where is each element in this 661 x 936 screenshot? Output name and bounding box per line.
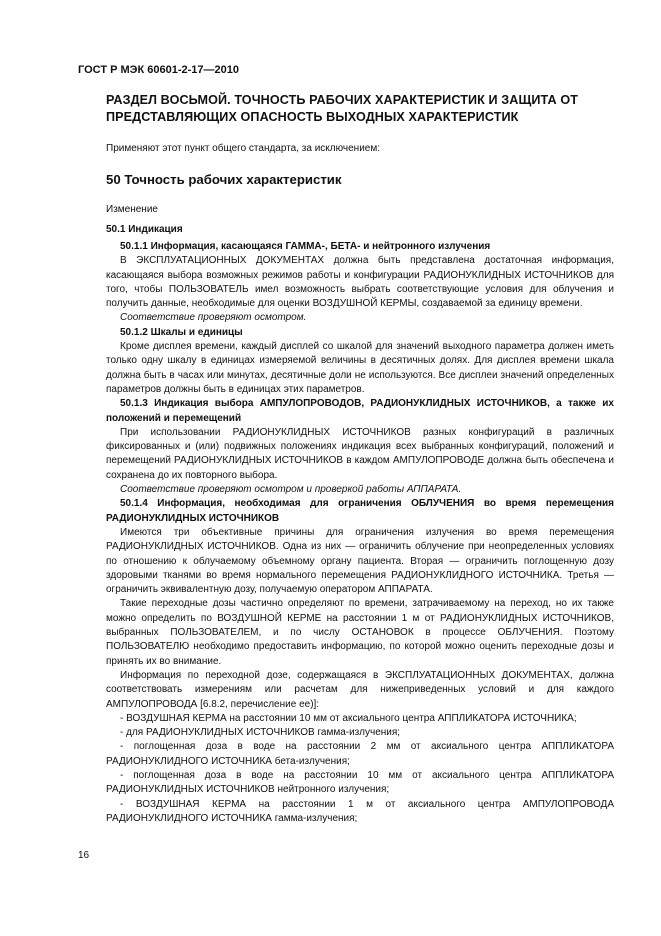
clause-50-1-3-text: При использовании РАДИОНУКЛИДНЫХ ИСТОЧНИКОВ разных конфигураций в различных фиксированных и (или) подвижных положениях индикация всех выбранных конфигураций, положений и перемещений РАДИОНУКЛИДНЫХ ИСТОЧНИКОВ в каждом АМПУЛОПРОВОДЕ должна быть обеспечена и сохранена до их повторного выбора. — [106, 426, 614, 481]
clause-50-1-2-heading: 50.1.2 Шкалы и единицы — [120, 326, 243, 338]
change-label: Изменение — [106, 204, 158, 215]
clause-50-1-4-heading: 50.1.4 Информация, необходимая для ограничения ОБЛУЧЕНИЯ во время перемещения РАДИОНУКЛИДНЫХ ИСТОЧНИКОВ — [106, 498, 614, 524]
clause-50-1-4-text-b: Такие переходные дозы частично определяют по времени, затрачиваемому на переход, но их также можно определить по ВОЗДУШНОЙ КЕРМЕ на расстоянии 1 м от РАДИОНУКЛИДНЫХ ИСТОЧНИКОВ, выбранных ПОЛЬЗОВАТЕЛЕМ, и по числу ОСТАНОВОК в процессе ОБЛУЧЕНИЯ. Поэтому ПОЛЬЗОВАТЕЛЮ необходимо предоставить информацию, по которой можно оценить переходные дозы и принять их во внимание. — [106, 598, 614, 667]
compliance-note-2: Соответствие проверяют осмотром и проверкой работы АППАРАТА. — [120, 484, 462, 496]
clause-50-1-4-text-c: Информация по переходной дозе, содержащаяся в ЭКСПЛУАТАЦИОННЫХ ДОКУМЕНТАХ, должна соответствовать измерениям или расчетам для нижеприведенных условий и для каждого АМПУЛОПРОВОДА [6.8.2, перечисление ее)]: — [106, 669, 614, 710]
clause-body — [106, 240, 614, 826]
clause-50-1-3-heading: 50.1.3 Индикация выбора АМПУЛОПРОВОДОВ, РАДИОНУКЛИДНЫХ ИСТОЧНИКОВ, а также их положений и перемещений — [106, 398, 614, 424]
document-header: ГОСТ Р МЭК 60601-2-17—2010 — [78, 64, 239, 76]
list-item: - ВОЗДУШНАЯ КЕРМА на расстоянии 10 мм от аксиального центра АППЛИКАТОРА ИСТОЧНИКА; — [120, 712, 577, 724]
section-intro: Применяют этот пункт общего стандарта, за исключением: — [106, 143, 380, 154]
clause-50-1-1-heading: 50.1.1 Информация, касающаяся ГАММА-, БЕТА- и нейтронного излучения — [120, 241, 491, 252]
clause-50-1-4-text-a: Имеются три объективные причины для ограничения излучения во время перемещения РАДИОНУКЛИДНЫХ ИСТОЧНИКОВ. Одна из них — ограничить облучение при неопределенных условиях по отношению к облучаемому объемному органу пациента. Вторая — ограничить поглощенную дозу здоровыми тканями во время нормального перемещения РАДИОНУКЛИДНОГО ИСТОЧНИКА. Третья — ограничить эквивалентную дозу, получаемую оператором АППАРАТА. — [106, 526, 614, 596]
list-item: - поглощенная доза в воде на расстоянии 2 мм от аксиального центра АППЛИКАТОРА РАДИОНУКЛИДНОГО ИСТОЧНИКА бета-излучения; — [106, 741, 614, 767]
list-item: - поглощенная доза в воде на расстоянии 10 мм от аксиального центра АППЛИКАТОРА РАДИОНУКЛИДНЫХ ИСТОЧНИКОВ нейтронного излучения; — [106, 769, 614, 796]
clause-50-heading: 50 Точность рабочих характеристик — [106, 172, 342, 187]
section-title: РАЗДЕЛ ВОСЬМОЙ. ТОЧНОСТЬ РАБОЧИХ ХАРАКТЕРИСТИК И ЗАЩИТА ОТ ПРЕДСТАВЛЯЮЩИХ ОПАСНОСТЬ ВЫХОДНЫХ ХАРАКТЕРИСТИК — [106, 93, 579, 124]
list-item: - для РАДИОНУКЛИДНЫХ ИСТОЧНИКОВ гамма-излучения; — [120, 727, 401, 739]
list-item: - ВОЗДУШНАЯ КЕРМА на расстоянии 1 м от аксиального центра АМПУЛОПРОВОДА РАДИОНУКЛИДНОГО ИСТОЧНИКА гамма-излучения; — [106, 798, 614, 824]
compliance-note-1: Соответствие проверяют осмотром. — [120, 312, 307, 324]
page-number: 16 — [78, 850, 90, 861]
clause-50-1-1-text: В ЭКСПЛУАТАЦИОННЫХ ДОКУМЕНТАХ должна быть представлена достаточная информация, касающаяся выбора возможных режимов работы и конфигурации РАДИОНУКЛИДНЫХ ИСТОЧНИКОВ для того, чтобы ПОЛЬЗОВАТЕЛЬ имел возможность выбрать соответствующие условия для облучения и получить данные, необходимые для оценки ВОЗДУШНОЙ КЕРМЫ, создаваемой за единицу времени. — [106, 255, 614, 310]
clause-50-1-2-text: Кроме дисплея времени, каждый дисплей со шкалой для значений выходного параметра должен иметь только одну шкалу в единицах измеряемой величины в десятичных долях. Для дисплея времени шкала должна быть в часах или минутах, десятичные доли не используются. Все дисплеи значений определенных параметров должны быть в единицах этих параметров. — [106, 341, 614, 395]
clause-50-1-heading: 50.1 Индикация — [106, 224, 183, 235]
